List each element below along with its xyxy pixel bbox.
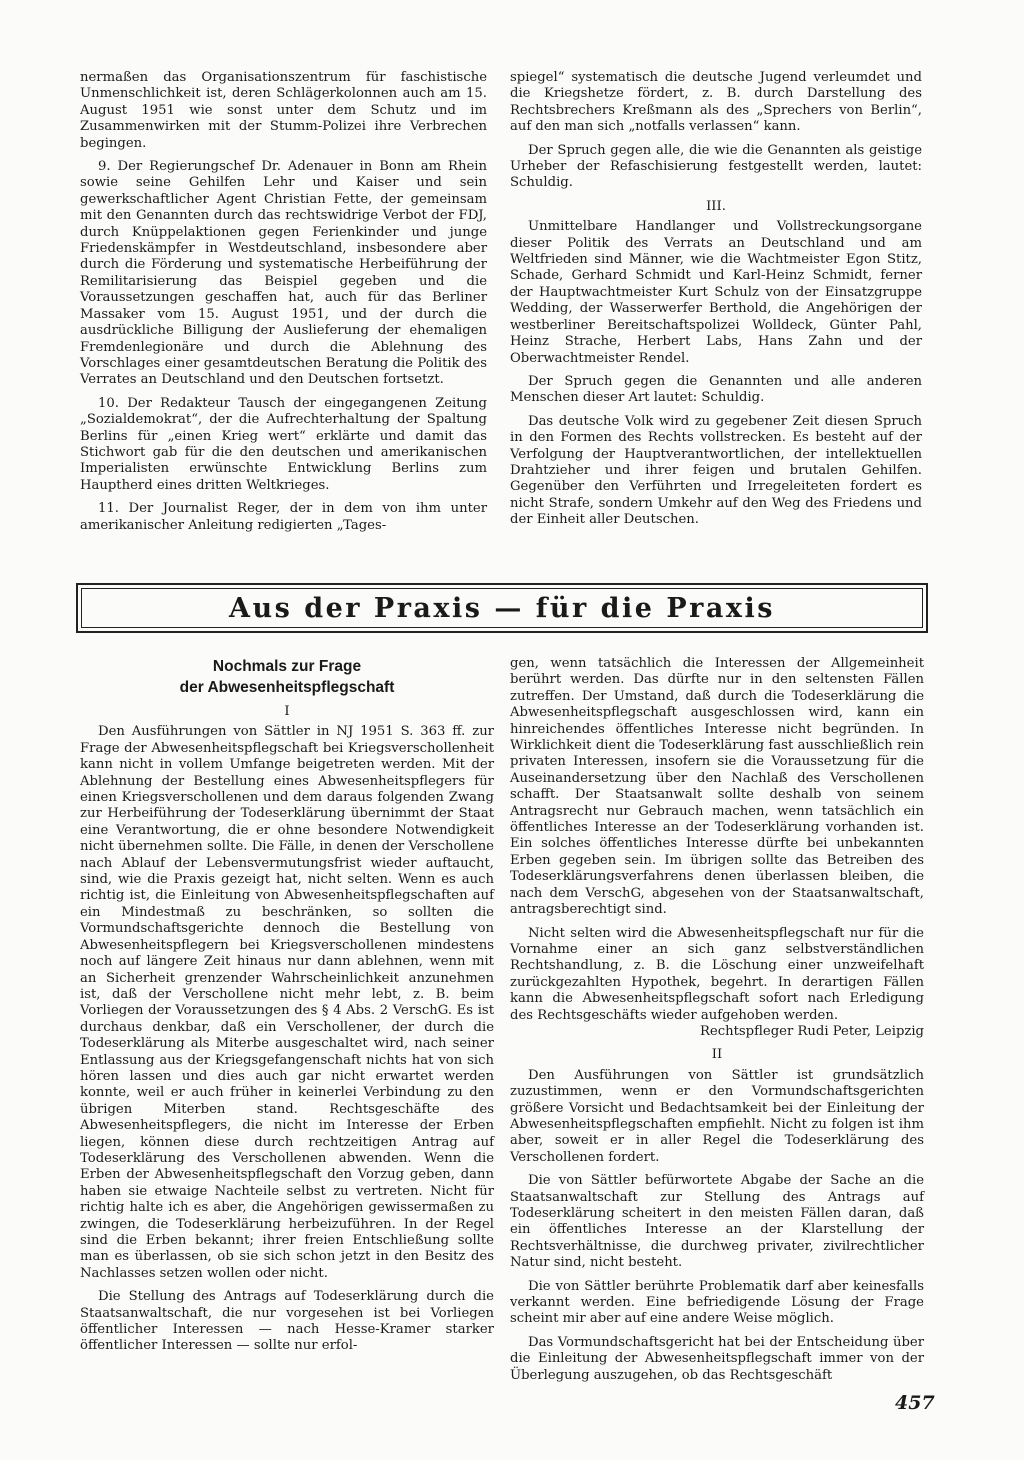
- page-number: 457: [895, 1392, 935, 1414]
- article-right-column: [510, 656, 924, 1391]
- section-numeral: I: [284, 704, 290, 719]
- paragraph: Den Ausführungen von Sättler ist grundsätzlich zuzustimmen, wenn er den Vormundschaftsgerichten größere Vorsicht und Bedachtsamkeit bei der Einleitung der Abwesenheitspflegschaften empfiehlt. Nicht zu folgen ist ihm aber, soweit er in aller Regel die Todeserklärung des Verschollenen fordert.: [510, 1067, 924, 1165]
- section-banner: [76, 583, 928, 633]
- top-right-column: [510, 70, 922, 536]
- section-numeral: II: [711, 1047, 723, 1063]
- paragraph: Die Stellung des Antrags auf Todeserklärung durch die Staatsanwaltschaft, die nur vorgesehen ist bei Vorliegen öffentlicher Interessen — nach Hesse-Kramer starker öffentlicher Interessen — sollte nur erfol-: [80, 1289, 494, 1354]
- paragraph: Die von Sättler befürwortete Abgabe der Sache an die Staatsanwaltschaft zur Stellung des Antrags auf Todeserklärung scheitert in den meisten Fällen daran, daß ein öffentliches Interesse an der Klarstellung der Rechtsverhältnisse, die durchweg privater, zivilrechtlicher Natur sind, nicht besteht.: [510, 1173, 924, 1271]
- paragraph: Das Vormundschaftsgericht hat bei der Entscheidung über die Einleitung der Abwesenheitspflegschaft immer von der Überlegung auszugehen, ob das Rechtsgeschäft: [510, 1334, 924, 1383]
- paragraph: 9. Der Regierungschef Dr. Adenauer in Bonn am Rhein sowie seine Gehilfen Lehr und Kaiser und sein gewerkschaftlicher Agent Christian Fette, der gemeinsam mit den Genannten durch das rechtswidrige Verbot der FDJ, durch Knüppelaktionen gegen Ferienkinder und junge Friedenskämpfer in Westdeutschland, insbesondere aber durch die Förderung und systematische Herbeiführung der Remilitarisierung das Beispiel gegeben und die Voraussetzungen geschaffen hat, auch für das Berliner Massaker vom 15. August 1951, und der durch die ausdrückliche Billigung der Auslieferung der ehemaligen Fremdenlegionäre und durch die Ablehnung des Vorschlages einer gesamtdeutschen Beratung die Politik des Verrates an Deutschland und den Deutschen fortsetzt.: [80, 159, 487, 388]
- article-title-line: der Abwesenheitspflegschaft: [179, 679, 395, 696]
- paragraph: Die von Sättler berührte Problematik darf aber keinesfalls verkannt werden. Eine befriedigende Lösung der Frage scheint mir aber auf eine andere Weise möglich.: [510, 1278, 924, 1327]
- paragraph: Den Ausführungen von Sättler in NJ 1951 S. 363 ff. zur Frage der Abwesenheitspflegschaft bei Kriegsverschollenheit kann nicht in vollem Umfange beigetreten werden. Mit der Ablehnung der Bestellung eines Abwesenheitspflegers für einen Kriegsverschollenen und dem daraus folgenden Zwang zur Herbeiführung der Todeserklärung übernimmt der Staat eine Verantwortung, die er ohne besondere Notwendigkeit nicht übernehmen sollte. Die Fälle, in denen der Verschollene nach Ablauf der Lebensvermutungsfrist wieder auftaucht, sind, wie die Praxis gezeigt hat, nicht selten. Wenn es auch richtig ist, die Einleitung von Abwesenheitspflegschaften auf ein Mindestmaß zu beschränken, so sollten die Vormundschaftsgerichte dennoch die Bestellung von Abwesenheitspflegern bei Kriegsverschollenen mindestens noch auf längere Zeit hinaus nur dann ablehnen, wenn mit an Sicherheit grenzender Wahrscheinlichkeit anzunehmen ist, daß der Verschollene nicht mehr lebt, z. B. beim Vorliegen der Voraussetzungen des § 4 Abs. 2 VerschG. Es ist durchaus denkbar, daß ein Verschollener, der durch die Todeserklärung als Miterbe ausgeschaltet wird, nach seiner Entlassung aus der Kriegsgefangenschaft nichts hat von sich hören lassen und dies auch gar nicht erwartet werden konnte, weil er auch früher in keinerlei Verbindung zu den übrigen Miterben stand. Rechtsgeschäfte des Abwesenheitspflegers, die nicht im Interesse der Erben liegen, können diese durch rechtzeitigen Antrag auf Todeserklärung des Verschollenen abwenden. Wenn die Erben der Abwesenheitspflegschaft den Vorzug geben, dann haben sie etwaige Nachteile selbst zu vertreten. Nicht für richtig halte ich es aber, die Angehörigen gewissermaßen zu zwingen, die Todeserklärung herbeizuführen. In der Regel sind die Erben bekannt; ihrer freien Entschließung sollte man es überlassen, ob sie sich schon jetzt in den Besitz des Nachlasses setzen wollen oder nicht.: [80, 724, 494, 1281]
- paragraph: 10. Der Redakteur Tausch der eingegangenen Zeitung „Sozialdemokrat“, der die Aufrechterhaltung der Spaltung Berlins für „einen Krieg wert“ erklärte und damit das Stichwort gab für die den deutschen und amerikanischen Imperialisten erwünschte Entwicklung Berlins zum Hauptherd eines dritten Weltkrieges.: [80, 395, 487, 493]
- paragraph: Nicht selten wird die Abwesenheitspflegschaft nur für die Vornahme einer an sich ganz selbstverständlichen Rechtshandlung, z. B. die Löschung einer unzweifelhaft zurückgezahlten Hypothek, begehrt. In derartigen Fällen kann die Abwesenheitspflegschaft sofort nach Erledigung des Rechtsgeschäfts wieder aufgehoben werden.: [510, 925, 924, 1023]
- section-numeral: III.: [706, 198, 726, 214]
- paragraph: spiegel“ systematisch die deutsche Jugend verleumdet und die Kriegshetze fördert, z. B. durch Darstellung des Rechtsbrechers Kreßmann als des „Sprechers von Berlin“, auf den man sich „notfalls verlassen“ kann.: [510, 70, 922, 135]
- section-banner-frame: [81, 588, 923, 628]
- paragraph: Unmittelbare Handlanger und Vollstreckungsorgane dieser Politik des Verrats an Deutschland und am Weltfrieden sind Männer, wie die Wachtmeister Egon Stitz, Schade, Gerhard Schmidt und Karl-Heinz Schmidt, ferner der Hauptwachtmeister Kurt Schulz von der Einsatzgruppe Wedding, der Wasserwerfer Berthold, die Angehörigen der westberliner Bereitschaftspolizei Wolldeck, Günter Pahl, Heinz Strache, Herbert Labs, Hans Zahn und der Oberwachtmeister Rendel.: [510, 219, 922, 366]
- article-left-column: [80, 656, 494, 1362]
- paragraph: Der Spruch gegen alle, die wie die Genannten als geistige Urheber der Refaschisierung festgestellt werden, lautet: Schuldig.: [510, 142, 922, 191]
- article-title: [80, 656, 494, 698]
- paragraph: Der Spruch gegen die Genannten und alle anderen Menschen dieser Art lautet: Schuldig.: [510, 373, 922, 406]
- paragraph: nermaßen das Organisationszentrum für faschistische Unmenschlichkeit ist, deren Schlägerkolonnen auch am 15. August 1951 wie sonst unter dem Schutz und im Zusammenwirken mit der Stumm-Polizei ihre Verbrechen begingen.: [80, 70, 487, 151]
- top-left-column: [80, 70, 487, 541]
- article-title-line: Nochmals zur Frage: [212, 658, 362, 675]
- author-signature: Rechtspfleger Rudi Peter, Leipzig: [700, 1023, 924, 1039]
- paragraph: gen, wenn tatsächlich die Interessen der Allgemeinheit berührt werden. Das dürfte nur in den seltensten Fällen zutreffen. Der Umstand, daß durch die Todeserklärung die Abwesenheitspflegschaft ausgeschlossen wird, kann ein hinreichendes öffentliches Interesse nicht begründen. In Wirklichkeit dient die Todeserklärung fast ausschließlich rein privaten Interessen, insofern sie die Voraussetzung für die Auseinandersetzung über den Nachlaß des Verschollenen schafft. Der Staatsanwalt sollte deshalb von seinem Antragsrecht nur Gebrauch machen, wenn tatsächlich ein öffentliches Interesse an der Todeserklärung vorhanden ist. Ein solches öffentliches Interesse dürfte bei unbekannten Erben gegeben sein. Im übrigen sollte das Betreiben des Todeserklärungsverfahrens denen überlassen bleiben, die nach dem VerschG, abgesehen von der Staatsanwaltschaft, antragsberechtigt sind.: [510, 656, 924, 918]
- section-banner-title: Aus der Praxis — für die Praxis: [229, 592, 775, 624]
- paragraph: Das deutsche Volk wird zu gegebener Zeit diesen Spruch in den Formen des Rechts vollstrecken. Es besteht auf der Verfolgung der Hauptverantwortlichen, der intellektuellen Drahtzieher und ihrer feigen und brutalen Gehilfen. Gegenüber den Verführten und Irregeleiteten fordert es nicht Strafe, sondern Umkehr auf den Weg des Friedens und der Einheit aller Deutschen.: [510, 413, 922, 528]
- paragraph: 11. Der Journalist Reger, der in dem von ihm unter amerikanischer Anleitung redigierten „Tages-: [80, 501, 487, 533]
